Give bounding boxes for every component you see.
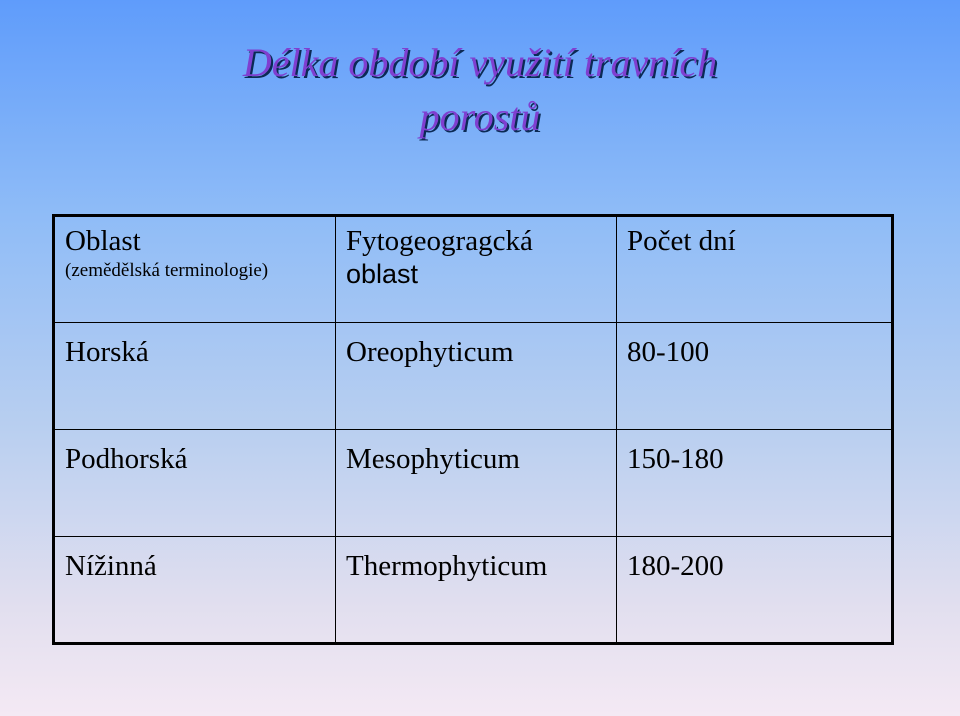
slide-title [0, 36, 960, 144]
header-fytogeo-line2: oblast [346, 259, 419, 289]
header-cell-oblast [54, 216, 336, 323]
header-pocet-dni-label: Počet dní [627, 225, 736, 257]
data-table [52, 214, 894, 645]
table-header-row [54, 216, 893, 323]
cell-oblast: Podhorská [54, 430, 336, 537]
cell-fytogeo: Oreophyticum [336, 323, 617, 430]
header-fytogeo-line1: Fytogeogragcká [346, 225, 533, 257]
cell-pocet-dni: 150-180 [617, 430, 893, 537]
cell-oblast: Horská [54, 323, 336, 430]
cell-fytogeo: Mesophyticum [336, 430, 617, 537]
table-row [54, 430, 893, 537]
slide-title-line1: Délka období využití travních [242, 40, 718, 85]
cell-fytogeo: Thermophyticum [336, 537, 617, 644]
header-oblast-sublabel: (zemědělská terminologie) [65, 260, 269, 281]
table-row [54, 323, 893, 430]
header-cell-pocet-dni [617, 216, 893, 323]
table-row [54, 537, 893, 644]
cell-pocet-dni: 180-200 [617, 537, 893, 644]
header-oblast-label: Oblast [65, 225, 141, 257]
slide-title-line2: porostů [419, 94, 541, 139]
cell-oblast: Nížinná [54, 537, 336, 644]
cell-pocet-dni: 80-100 [617, 323, 893, 430]
header-cell-fytogeo [336, 216, 617, 323]
